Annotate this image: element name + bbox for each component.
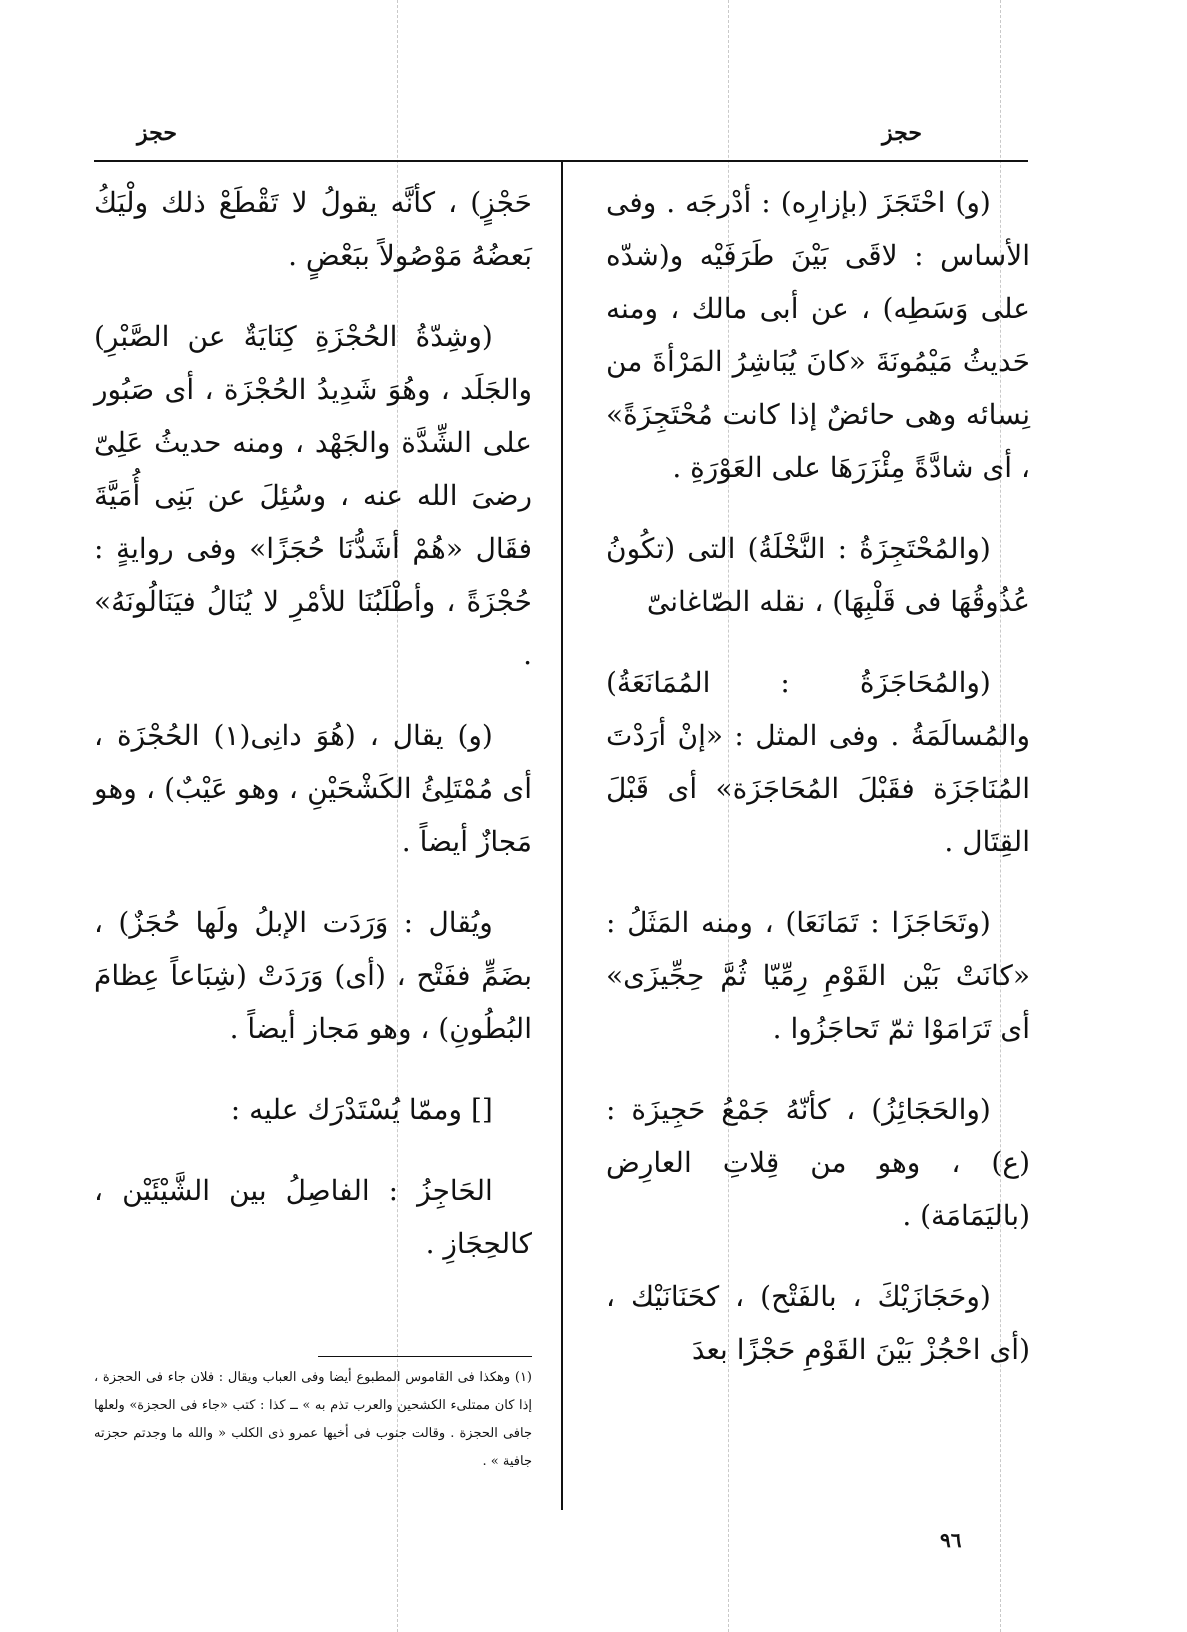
page-number: ٩٦ <box>940 1528 962 1552</box>
header-word-right: حجز <box>882 120 922 146</box>
paragraph: [] وممّا يُسْتَدْرَك عليه : <box>230 1093 493 1126</box>
paragraph: (وتَحَاجَزَا : تَمَانَعَا) ، ومنه المَثَلُ : «كانَتْ بَيْن القَوْمِ رِمِّيّا ثُمَّ حِجِّيزَى» أى تَرَامَوْا ثمّ تَحاجَزُوا . <box>606 906 1030 1045</box>
column-divider <box>561 160 563 1510</box>
paragraph: (والحَجَائِزُ) ، كأنّهُ جَمْعُ حَجِيزَة : (ع) ، وهو من قِلاتِ العارِض (باليَمَامَة) . <box>606 1093 1030 1232</box>
footnote: (١) وهكذا فى القاموس المطبوع أيضا وفى العباب ويقال : فلان جاء فى الحجزة ، إذا كان ممتلىء الكشحين والعرب تذم به » ــ كذا : كتب «جاء فى الحجزة» ولعلها جافى الحجزة . وقالت جنوب فى أخيها عمرو ذى الكلب « والله ما وجدتم حجزته جافية » . <box>94 1370 532 1469</box>
left-column <box>94 176 532 1356</box>
header-word-left: حجز <box>137 120 177 146</box>
paragraph: الحَاجِزُ : الفاصِلُ بين الشَّيْئَيْن ، كالحِجَازِ . <box>94 1174 532 1260</box>
paragraph: (والمُحْتَجِزَةُ : النَّخْلَةُ) التى (تكُونُ عُذُوقُهَا فى قَلْبِهَا) ، نقله الصّاغانىّ <box>606 532 1030 618</box>
right-column <box>606 176 1030 1404</box>
paragraph: حَجْزٍ) ، كأنَّه يقولُ لا تَقْطَعْ ذلك ولْيَكُ بَعضُهُ مَوْصُولاً ببَعْضٍ . <box>94 186 532 272</box>
paragraph: (وشِدّةُ الحُجْزَةِ كِنَايَةٌ عن الصَّبْرِ) والجَلَد ، وهُوَ شَدِيدُ الحُجْزَة ، أى صَبُور على الشِّدَّة والجَهْد ، ومنه حديثُ عَلِىّ رضىَ الله عنه ، وسُئِلَ عن بَنِى أُمَيَّةَ فقَال «هُمْ أشَدُّنَا حُجَزًا» وفى روايةٍ : حُجْزَةً ، وأطْلَبُنَا للأمْرِ لا يُنَالُ فيَنَالُونَهُ» . <box>94 320 532 671</box>
paragraph: (و) احْتَجَزَ (بإزارِه) : أدْرجَه . وفى الأساس : لاقَى بَيْنَ طَرَفَيْه و(شدّه على وَسَطِه) ، عن أبى مالك ، ومنه حَديثُ مَيْمُونَةَ «كانَ يُبَاشِرُ المَرْأةَ من نِسائه وهى حائضٌ إذا كانت مُحْتَجِزَةً» ، أى شادَّةً مِئْزَرَهَا على العَوْرَةِ . <box>606 186 1030 484</box>
paragraph: (و) يقال ، (هُوَ دانِى(١) الحُجْزَة ، أى مُمْتَلِئُ الكَشْحَيْنِ ، وهو عَيْبٌ) ، وهو مَجازٌ أيضاً . <box>94 719 532 858</box>
paragraph: (والمُحَاجَزَةُ : المُمَانَعَةُ) والمُسالَمَةُ . وفى المثل : «إنْ أرَدْتَ المُنَاجَزَة فقَبْلَ المُحَاجَزَة» أى قَبْلَ القِتَال . <box>606 666 1030 858</box>
footnote-rule <box>318 1356 532 1357</box>
paragraph: ويُقال : وَرَدَت الإبلُ ولَها حُجَزٌ) ، بضَمٍّ ففَتْح ، (أى) وَرَدَتْ (شِبَاعاً عِظامَ البُطُونِ) ، وهو مَجاز أيضاً . <box>94 906 532 1045</box>
paragraph: (وحَجَازَيْكَ ، بالفَتْح) ، كحَنَانَيْك ، (أى احْجُزْ بَيْنَ القَوْمِ حَجْزًا بعدَ <box>606 1280 1030 1366</box>
